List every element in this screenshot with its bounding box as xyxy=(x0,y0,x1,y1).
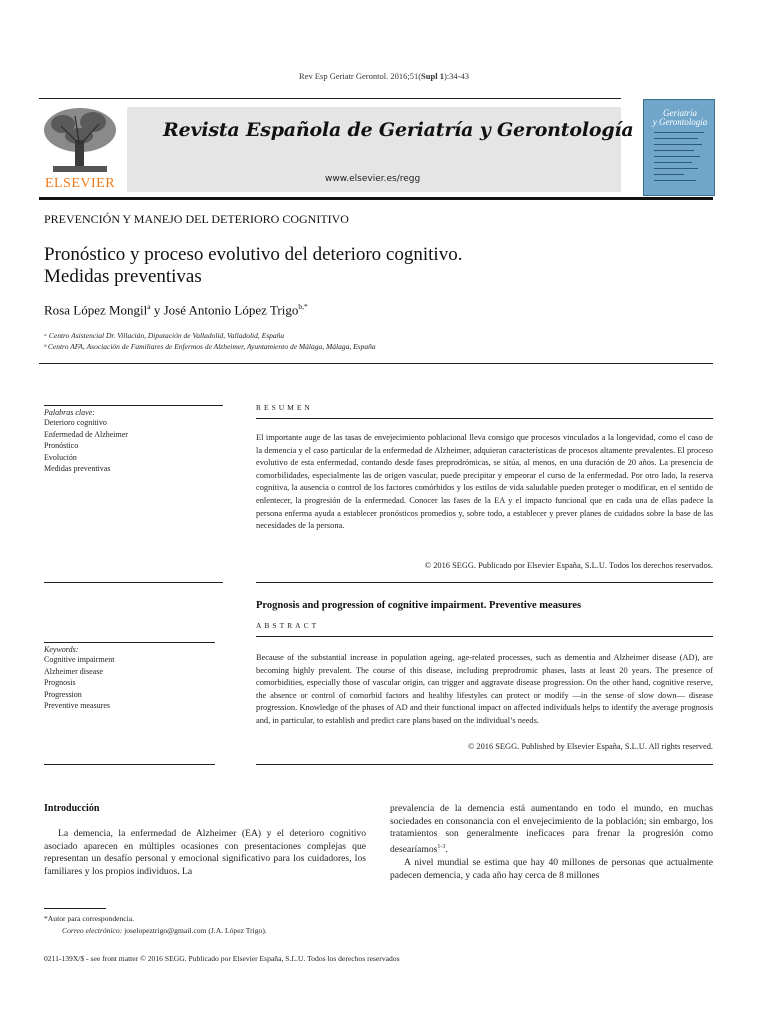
cover-text-line xyxy=(654,174,684,175)
abstract-heading: ABSTRACT xyxy=(256,621,320,630)
journal-citation: Rev Esp Geriatr Gerontol. 2016;51(Supl 1):34-43 xyxy=(299,71,469,81)
keyword-item: Evolución xyxy=(44,452,77,462)
abstract-bottom-rule xyxy=(256,764,713,765)
header-top-rule xyxy=(39,98,621,99)
keyword-item: Medidas preventivas xyxy=(44,464,111,473)
elsevier-tree-icon xyxy=(39,104,121,178)
cover-text-line xyxy=(654,150,694,151)
elsevier-wordmark: ELSEVIER xyxy=(44,176,116,191)
article-authors: Rosa López Mongil$^a$ y José Antonio López Trigo$^{b,*}$ xyxy=(44,302,308,318)
divider-rule xyxy=(39,363,713,364)
abstract-text: Because of the substantial increase in population ageing, age-related processes, such as dementia and Alzheimer disease (AD), are becoming highly prevalent. The course of this disease, including preprodromic phases, lasts at least 20 years. The presence of comorbidities, especially those of vascular origin, can trigger and aggravate disease progression. On the other hand, cognitive reserve, the absence or control of comorbid factors and healthy lifestyles can protect or modify —in the sense of slow down— disease progression. Knowledge of the phases of AD and their functional impact on affected individuals helps to identify the average prognosis and, in particular, to establish and predict care plans based on the individual’s needs. xyxy=(256,653,713,725)
cover-text-line xyxy=(654,132,704,133)
cover-title: Geriatría y Gerontología xyxy=(652,108,708,127)
cover-text-line xyxy=(654,144,702,145)
header-bottom-rule xyxy=(39,197,713,200)
article-section-label: PREVENCIÓN Y MANEJO DEL DETERIORO COGNITIVO xyxy=(44,212,349,226)
resumen-copyright: © 2016 SEGG. Publicado por Elsevier España, S.L.U. Todos los derechos reservados. xyxy=(424,561,713,570)
keywords-en-top-rule xyxy=(44,642,215,643)
keywords-es: Palabras clave: Deterioro cognitivo Enfermedad de Alzheimer Pronóstico Evolución Medidas preventivas xyxy=(44,408,128,473)
introduction-heading: Introducción xyxy=(44,803,100,814)
keyword-item: Alzheimer disease xyxy=(44,666,103,676)
cover-text-line xyxy=(654,180,696,181)
cover-text-line xyxy=(654,138,698,139)
body-right-column: prevalencia de la demencia está aumentando en todo el mundo, en muchas sociedades en consonancia con el envejecimiento de la población; sin embargo, los tratamientos son generalmente ineficaces para frenar la progresión como desearíamos$^{1-3}$. A nivel mundial se estima que hay 40 millones de personas que actualmente padecen demencia, y cada año hay cerca de 8 millones xyxy=(390,803,713,881)
cover-text-line xyxy=(654,168,698,169)
body-left-column: La demencia, la enfermedad de Alzheimer (EA) y el deterioro cognitivo asociado aparecen en múltiples ocasiones con presentaciones complejas que representan un desafío personal y emocional significativo para los cuidadores, los familiares y los propios individuos. La xyxy=(44,828,366,878)
cover-text-line xyxy=(654,162,692,163)
email-note: Correo electrónico: joselopeztrigo@gmail.com (J.A. López Trigo). xyxy=(62,926,267,935)
affiliation-b: ᵇ Centro AFA, Asociación de Familiares de Enfermos de Alzheimer, Ayuntamiento de Málaga, Málaga, España xyxy=(44,342,376,351)
keyword-item: Progression xyxy=(44,689,82,699)
keyword-item: Enfermedad de Alzheimer xyxy=(44,429,128,439)
english-title: Prognosis and progression of cognitive impairment. Preventive measures xyxy=(256,600,582,611)
journal-banner xyxy=(127,107,634,192)
article-title: Pronóstico y proceso evolutivo del deterioro cognitivo. Medidas preventivas xyxy=(44,244,463,287)
keywords-bottom-rule xyxy=(44,582,223,583)
resumen-rule xyxy=(256,418,713,419)
abstract-rule xyxy=(256,636,713,637)
keywords-top-rule xyxy=(44,405,223,406)
keyword-item: Cognitive impairment xyxy=(44,655,115,664)
abstract-copyright: © 2016 SEGG. Published by Elsevier España, S.L.U. All rights reserved. xyxy=(467,742,713,751)
resumen-heading: RESUMEN xyxy=(256,403,313,412)
keywords-en-bottom-rule xyxy=(44,764,215,765)
keyword-item: Prognosis xyxy=(44,678,76,687)
resumen-text: El importante auge de las tasas de envejecimiento poblacional lleva consigo que procesos vinculados a la longevidad, como el caso de la demencia y el caso particular de la enfermedad de Alzheimer, adquieran características de procesos altamente prevalentes. El proceso evolutivo de esta enfermedad, contando desde fases preprodrómicas, se sitúa, al menos, en una duración de 20 años. La presencia de comorbilidades, especialmente las de origen vascular, puede precipitar y empeorar el curso de la enfermedad. Por otro lado, la reserva cognitiva, la ausencia o control de los factores comórbidos y los estilos de vida saludable pueden proteger o modificar, en el sentido de enlentecer, la progresión de la enfermedad. Conocer las fases de la EA y el impacto funcional que en cada una de ellas padece la persona enferma ayuda a establecer pronósticos promedios y, sobre todo, a establecer y prever planes de cuidados sobre la base de las necesidades de la persona. xyxy=(256,433,713,531)
journal-url[interactable]: www.elsevier.es/regg xyxy=(325,174,421,184)
journal-title: Revista Española de Geriatría y Gerontología xyxy=(163,119,634,141)
cover-text-line xyxy=(654,156,700,157)
keyword-item: Preventive measures xyxy=(44,701,110,710)
resumen-bottom-rule xyxy=(256,582,713,583)
elsevier-logo xyxy=(39,104,121,192)
affiliation-a: ᵃ Centro Asistencial Dr. Villacián, Diputación de Valladolid, Valladolid, España xyxy=(44,331,285,340)
journal-cover-thumbnail xyxy=(643,99,715,196)
corresponding-author-note: *Autor para correspondencia. xyxy=(44,914,135,923)
keywords-en: Keywords: Cognitive impairment Alzheimer disease Prognosis Progression Preventive measures xyxy=(44,645,115,710)
footnote-rule xyxy=(44,908,106,909)
keyword-item: Pronóstico xyxy=(44,441,79,450)
issn-line: 0211-139X/$ - see front matter © 2016 SEGG. Publicado por Elsevier España, S.L.U. Todos los derechos reservados xyxy=(44,954,400,963)
keyword-item: Deterioro cognitivo xyxy=(44,418,107,427)
